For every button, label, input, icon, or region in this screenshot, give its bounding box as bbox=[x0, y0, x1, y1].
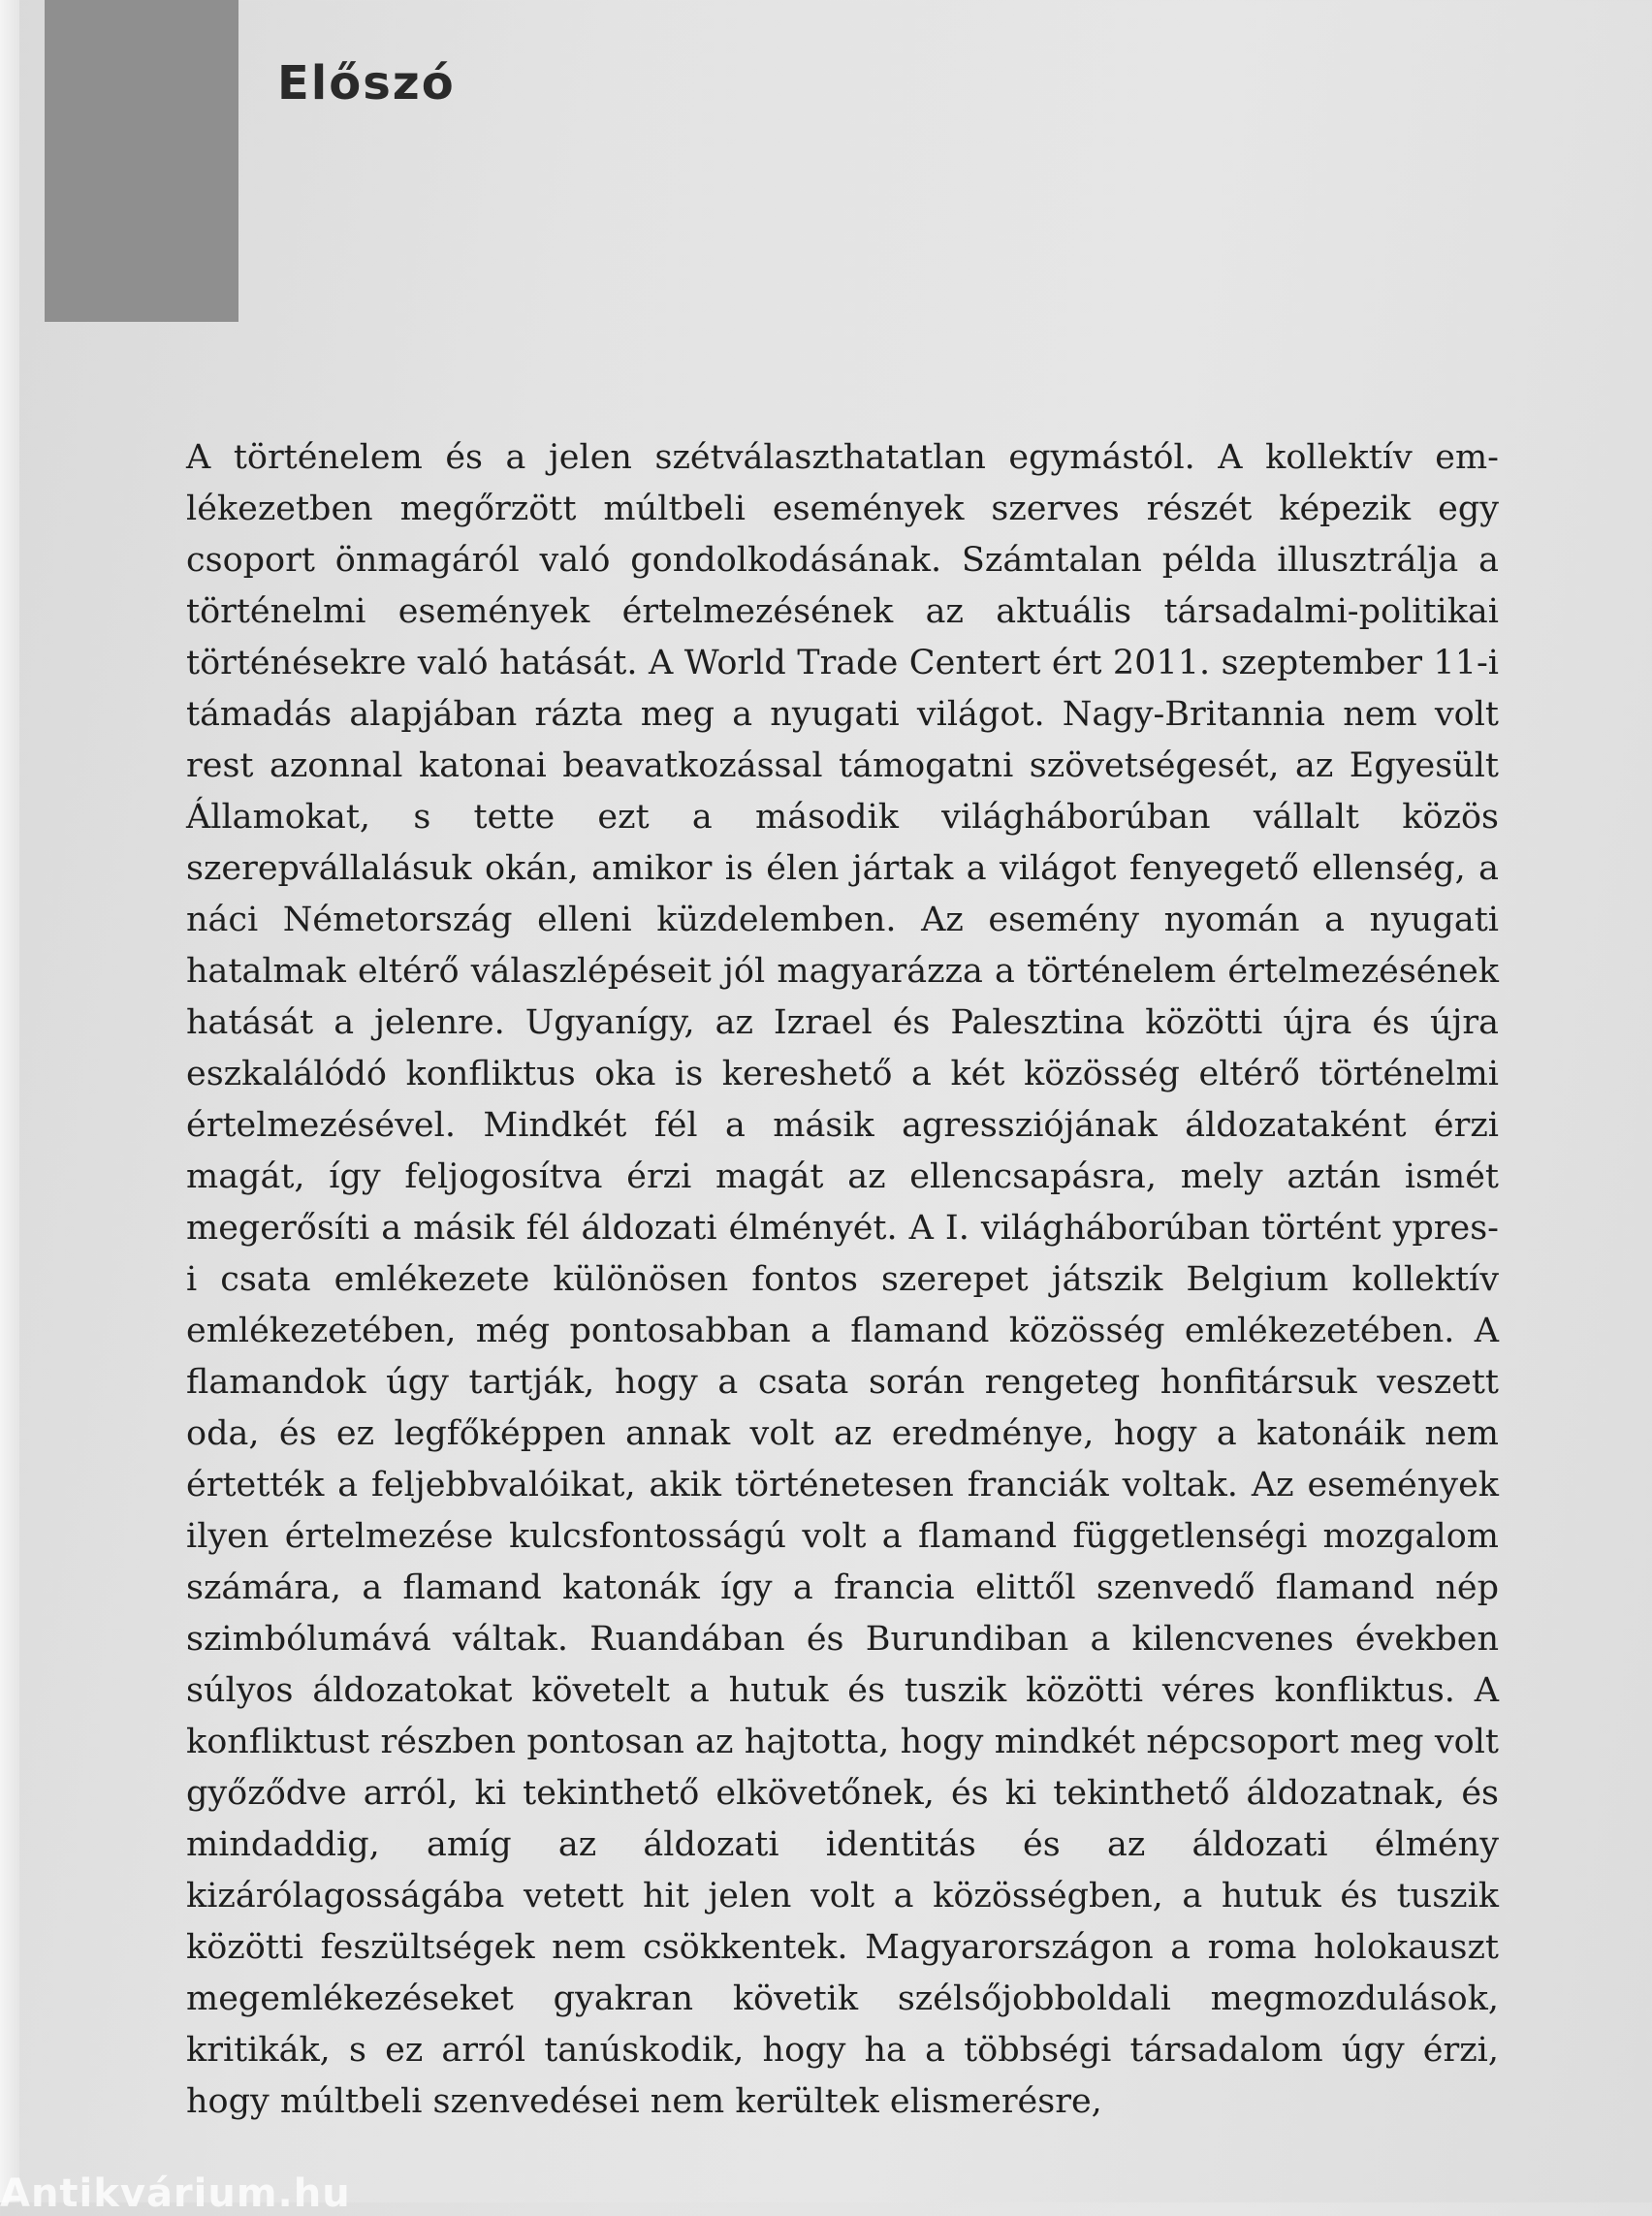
body-paragraph: A történelem és a jelen szétválaszthatatlan egymástól. A kollektív emlékezetben megőrzött múltbeli események szerves részét képezik egy csoport önmagáról való gondolkodásának. Számtalan példa illusztrálja a történelmi események értelmezésének az aktuális társadalmi-politikai történésekre való hatását. A World Trade Centert ért 2011. szeptember 11-i támadás alapjában rázta meg a nyugati világot. Nagy-Britannia nem volt rest azonnal katonai beavatkozással támogatni szövetségesét, az Egyesült Államokat, s tette ezt a második világháborúban vállalt közös szerepvállalásuk okán, amikor is élen jártak a világot fenyegető ellenség, a náci Németország elleni küzdelemben. Az esemény nyomán a nyugati hatalmak eltérő válaszlépéseit jól magyarázza a történelem értelmezésének hatását a jelenre. Ugyanígy, az Izrael és Palesztina közötti újra és újra eszkalálódó konfliktus oka is kereshető a két közösség eltérő történelmi értelmezésével. Mindkét fél a másik agressziójának áldozataként érzi magát, így feljogosítva érzi magát az ellencsapásra, mely aztán ismét megerősíti a másik fél áldozati élményét. A I. világháborúban történt ypres-i csata emlékezete különösen fontos szerepet játszik Belgium kollektív emlékezetében, még pontosabban a flamand közösség emlékezetében. A flamandok úgy tartják, hogy a csata során rengeteg honfitársuk veszett oda, és ez legfőképpen annak volt az eredménye, hogy a katonáik nem értették a feljebbvalóikat, akik történetesen franciák voltak. Az események ilyen értelmezése kulcsfontosságú volt a flamand függetlenségi mozgalom számára, a flamand katonák így a francia elittől szenvedő flamand nép szimbólumává váltak. Ruandában és Burundiban a kilencvenes években súlyos áldozatokat követelt a hutuk és tuszik közötti véres konfliktus. A konfliktust részben pontosan az hajtotta, hogy mindkét népcsoport meg volt győződve arról, ki tekinthető elkövetőnek, és ki tekinthető áldozatnak, és mindaddig, amíg az áldozati identitás és az áldozati élmény kizárólagosságába vetett hit jelen volt a közösségben, a hutuk és tuszik közötti feszültségek nem csökkentek. Magyarországon a roma holokauszt megemlékezéseket gyakran követik szélsőjobboldali megmozdulások, kritikák, s ez arról tanúskodik, hogy ha a többségi társadalom úgy érzi, hogy múltbeli szenvedései nem kerültek elismerésre, bbox=[186, 438, 1499, 2121]
body-text bbox=[186, 432, 1499, 2128]
chapter-heading: Előszó bbox=[277, 56, 456, 111]
watermark-text: Antikvárium.hu bbox=[0, 2171, 351, 2216]
chapter-marker-block bbox=[45, 0, 238, 322]
page-edge bbox=[0, 0, 19, 2202]
